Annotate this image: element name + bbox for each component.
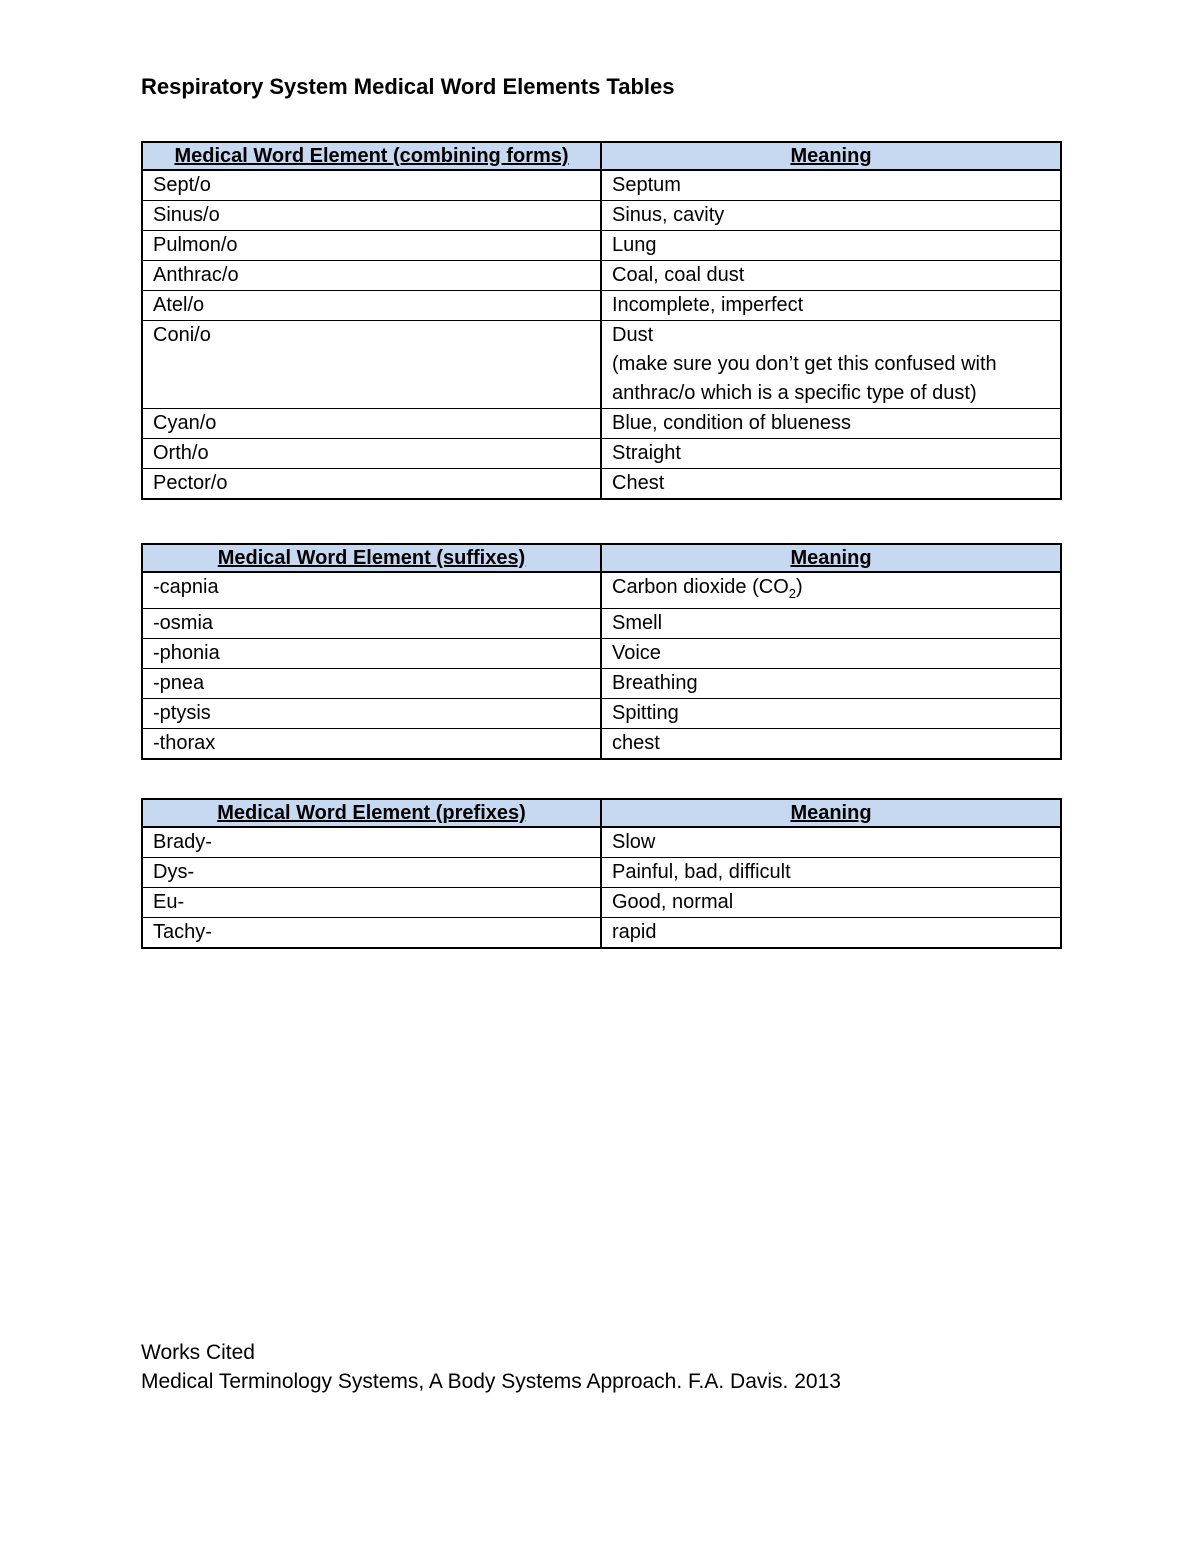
meaning-text-end: )	[795, 576, 803, 598]
meaning-cell: Voice	[601, 639, 1061, 669]
table-row	[142, 609, 1061, 639]
meaning-cell: Chest	[601, 469, 1061, 500]
column-header-element: Medical Word Element (combining forms)	[142, 142, 601, 170]
meaning-note: (make sure you don’t get this confused with	[612, 353, 997, 375]
table-row	[142, 439, 1061, 469]
table-row	[142, 729, 1061, 760]
table-row	[142, 918, 1061, 949]
table-row	[142, 699, 1061, 729]
table-row	[142, 858, 1061, 888]
meaning-cell: Spitting	[601, 699, 1061, 729]
table-header-row	[142, 142, 1061, 170]
element-cell: Tachy-	[142, 918, 601, 949]
table-row	[142, 827, 1061, 858]
table-row	[142, 201, 1061, 231]
element-cell: -phonia	[142, 639, 601, 669]
meaning-cell: Blue, condition of blueness	[601, 409, 1061, 439]
element-cell: Cyan/o	[142, 409, 601, 439]
column-header-meaning: Meaning	[601, 799, 1061, 827]
table-row	[142, 469, 1061, 500]
element-cell: Dys-	[142, 858, 601, 888]
element-cell: -osmia	[142, 609, 601, 639]
table-header-row	[142, 799, 1061, 827]
table-row	[142, 231, 1061, 261]
column-header-element: Medical Word Element (suffixes)	[142, 544, 601, 572]
element-cell: Brady-	[142, 827, 601, 858]
element-cell: -capnia	[142, 572, 601, 609]
meaning-cell: Painful, bad, difficult	[601, 858, 1061, 888]
table-row	[142, 409, 1061, 439]
table-header-row	[142, 544, 1061, 572]
works-cited	[141, 1338, 841, 1396]
page-title: Respiratory System Medical Word Elements Tables	[141, 74, 675, 99]
meaning-text: Dust	[612, 324, 654, 346]
table-row	[142, 669, 1061, 699]
element-cell: Sept/o	[142, 170, 601, 201]
meaning-cell: Good, normal	[601, 888, 1061, 918]
citation: Medical Terminology Systems, A Body Systems Approach. F.A. Davis. 2013	[141, 1370, 841, 1393]
table-row	[142, 321, 1061, 409]
combining-forms-table	[141, 141, 1062, 500]
prefixes-table	[141, 798, 1062, 949]
meaning-cell: Lung	[601, 231, 1061, 261]
meaning-cell: rapid	[601, 918, 1061, 949]
meaning-cell	[601, 321, 1061, 409]
meaning-cell: Straight	[601, 439, 1061, 469]
table-row	[142, 291, 1061, 321]
column-header-element: Medical Word Element (prefixes)	[142, 799, 601, 827]
table-row	[142, 261, 1061, 291]
meaning-cell: chest	[601, 729, 1061, 760]
table-row	[142, 572, 1061, 609]
table-row	[142, 888, 1061, 918]
meaning-cell	[601, 572, 1061, 609]
element-cell: -pnea	[142, 669, 601, 699]
element-cell: -thorax	[142, 729, 601, 760]
meaning-cell: Coal, coal dust	[601, 261, 1061, 291]
meaning-cell: Breathing	[601, 669, 1061, 699]
meaning-cell: Sinus, cavity	[601, 201, 1061, 231]
element-cell: -ptysis	[142, 699, 601, 729]
element-cell: Pulmon/o	[142, 231, 601, 261]
element-cell: Anthrac/o	[142, 261, 601, 291]
meaning-cell: Incomplete, imperfect	[601, 291, 1061, 321]
meaning-note: anthrac/o which is a specific type of dust)	[612, 382, 977, 404]
column-header-meaning: Meaning	[601, 544, 1061, 572]
meaning-cell: Septum	[601, 170, 1061, 201]
element-cell: Coni/o	[142, 321, 601, 409]
element-cell: Orth/o	[142, 439, 601, 469]
subscript: 2	[788, 586, 796, 601]
suffixes-table	[141, 543, 1062, 760]
element-cell: Pector/o	[142, 469, 601, 500]
table-row	[142, 639, 1061, 669]
table-row	[142, 170, 1061, 201]
meaning-cell: Slow	[601, 827, 1061, 858]
element-cell: Eu-	[142, 888, 601, 918]
column-header-meaning: Meaning	[601, 142, 1061, 170]
meaning-cell: Smell	[601, 609, 1061, 639]
works-cited-label: Works Cited	[141, 1341, 255, 1364]
element-cell: Atel/o	[142, 291, 601, 321]
meaning-text: Carbon dioxide (CO	[612, 576, 789, 598]
element-cell: Sinus/o	[142, 201, 601, 231]
